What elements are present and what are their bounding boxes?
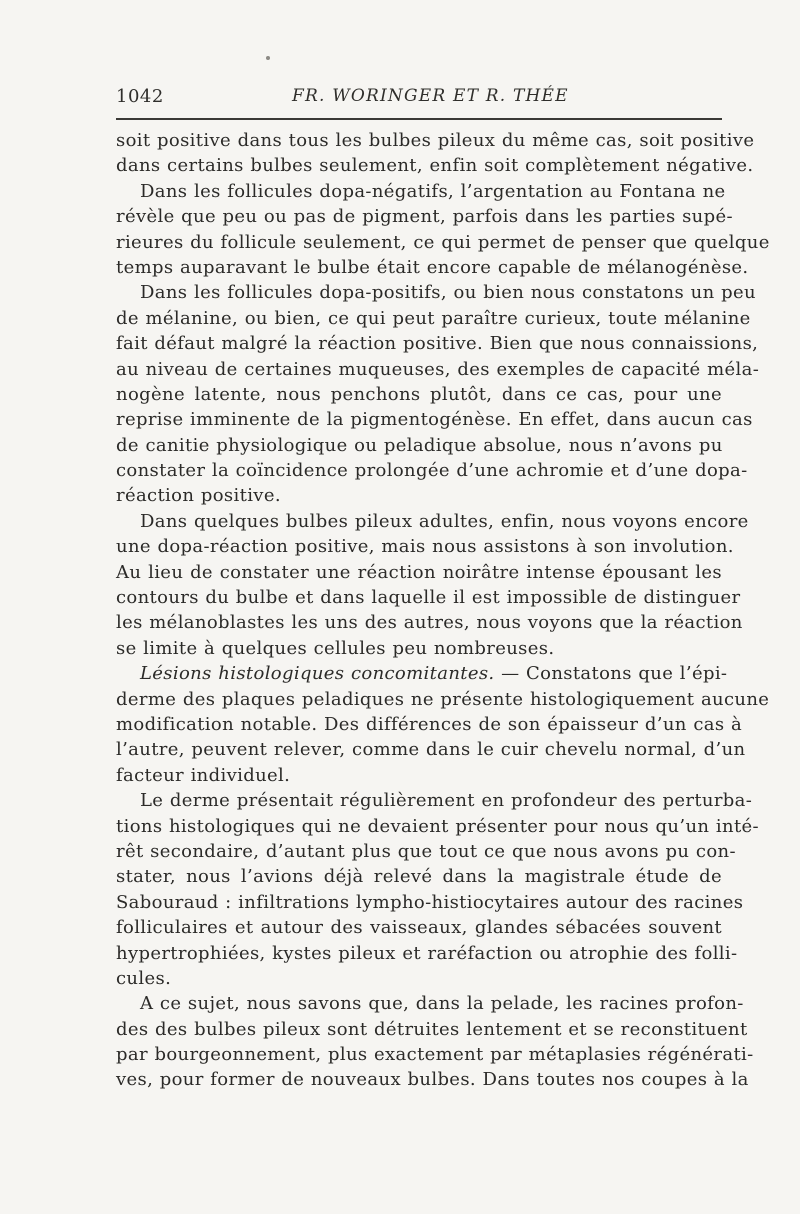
page-number: 1042 <box>116 86 164 107</box>
text-line <box>116 1067 749 1092</box>
ink-speck <box>266 56 270 60</box>
line-text: Au lieu de constater une réaction noirâtre intense épousant les <box>116 561 722 583</box>
line-text: rêt secondaire, d’autant plus que tout ce que nous avons pu con- <box>116 840 736 862</box>
text-line <box>116 915 722 940</box>
line-text: modification notable. Des différences de son épaisseur d’un cas à <box>116 713 743 735</box>
text-line <box>116 890 744 915</box>
text-line <box>116 788 753 813</box>
line-text: Sabouraud : infiltrations lympho-histiocytaires autour des racines <box>116 891 744 913</box>
text-line <box>116 204 733 229</box>
line-text: des des bulbes pileux sont détruites lentement et se reconstituent <box>116 1018 748 1040</box>
text-line <box>116 1042 754 1067</box>
text-line <box>116 966 722 991</box>
text-line <box>116 610 743 635</box>
text-line <box>116 941 738 966</box>
line-text: se limite à quelques cellules peu nombreuses. <box>116 637 555 659</box>
line-text: tions histologiques qui ne devaient présenter pour nous qu’un inté- <box>116 815 759 837</box>
text-line <box>116 560 722 585</box>
text-line <box>116 636 722 661</box>
text-line <box>116 534 734 559</box>
line-text: dans certains bulbes seulement, enfin soit complètement négative. <box>116 155 754 177</box>
line-text: réaction positive. <box>116 485 281 507</box>
text-line <box>116 407 753 432</box>
body-text <box>116 128 770 1093</box>
text-line <box>116 179 726 204</box>
running-title: FR. WORINGER ET R. THÉE <box>292 86 569 106</box>
text-line <box>116 331 759 356</box>
text-line <box>116 280 756 305</box>
line-text: hypertrophiées, kystes pileux et raréfaction ou atrophie des folli- <box>116 942 738 964</box>
line-text: stater, nous l’avions déjà relevé dans la magistrale étude de <box>116 866 722 888</box>
text-line <box>116 687 770 712</box>
text-line <box>116 814 759 839</box>
line-text: de canitie physiologique ou peladique absolue, nous n’avons pu <box>116 434 723 456</box>
text-line <box>116 712 743 737</box>
line-text: ves, pour former de nouveaux bulbes. Dans toutes nos coupes à la <box>116 1069 749 1091</box>
text-line <box>116 306 751 331</box>
line-text: derme des plaques peladiques ne présente histologiquement aucune <box>116 688 770 710</box>
header-rule <box>116 118 722 120</box>
text-line <box>116 357 760 382</box>
text-line <box>116 458 748 483</box>
line-text: l’autre, peuvent relever, comme dans le cuir chevelu normal, d’un <box>116 739 746 761</box>
line-text: nogène latente, nous penchons plutôt, dans ce cas, pour une <box>116 383 722 405</box>
line-text: fait défaut malgré la réaction positive. Bien que nous connaissions, <box>116 333 759 355</box>
line-text: constater la coïncidence prolongée d’une achromie et d’une dopa- <box>116 460 748 482</box>
line-text: Le derme présentait régulièrement en profondeur des perturba- <box>140 790 753 812</box>
line-text: reprise imminente de la pigmentogénèse. En effet, dans aucun cas <box>116 409 753 431</box>
text-line <box>116 483 722 508</box>
text-line <box>116 153 754 178</box>
text-line <box>116 839 736 864</box>
line-text: contours du bulbe et dans laquelle il est impossible de distinguer <box>116 587 741 609</box>
text-line <box>116 737 746 762</box>
line-text: facteur individuel. <box>116 764 291 786</box>
line-text: Dans les follicules dopa-négatifs, l’argentation au Fontana ne <box>140 180 726 202</box>
text-line <box>116 763 722 788</box>
line-text: — Constatons que l’épi- <box>494 663 728 685</box>
text-line <box>116 991 744 1016</box>
line-text: révèle que peu ou pas de pigment, parfois dans les parties supé- <box>116 206 733 228</box>
text-line <box>116 382 722 407</box>
text-line <box>116 585 741 610</box>
line-text: A ce sujet, nous savons que, dans la pelade, les racines profon- <box>140 993 744 1015</box>
line-text: de mélanine, ou bien, ce qui peut paraître curieux, toute mélanine <box>116 307 751 329</box>
text-line <box>116 230 770 255</box>
line-text: folliculaires et autour des vaisseaux, glandes sébacées souvent <box>116 917 722 939</box>
text-line <box>116 1017 748 1042</box>
line-text: cules. <box>116 967 172 989</box>
line-text: soit positive dans tous les bulbes pileux du même cas, soit positive <box>116 130 755 151</box>
line-text: au niveau de certaines muqueuses, des exemples de capacité méla- <box>116 358 760 380</box>
text-line <box>116 433 722 458</box>
text-line <box>116 509 749 534</box>
line-text: rieures du follicule seulement, ce qui permet de penser que quelque <box>116 231 770 253</box>
line-text: une dopa-réaction positive, mais nous assistons à son involution. <box>116 536 734 558</box>
line-text: par bourgeonnement, plus exactement par métaplasies régénérati- <box>116 1044 754 1066</box>
line-text: les mélanoblastes les uns des autres, nous voyons que la réaction <box>116 612 743 634</box>
running-header <box>116 86 721 112</box>
text-line <box>116 864 722 889</box>
section-heading: Lésions histologiques concomitantes. <box>140 663 495 685</box>
text-line <box>116 661 728 686</box>
line-text: temps auparavant le bulbe était encore capable de mélanogénèse. <box>116 256 749 278</box>
text-line <box>116 255 749 280</box>
line-text: Dans les follicules dopa-positifs, ou bien nous constatons un peu <box>140 282 756 304</box>
line-text: Dans quelques bulbes pileux adultes, enfin, nous voyons encore <box>140 510 749 532</box>
text-line <box>116 128 755 153</box>
